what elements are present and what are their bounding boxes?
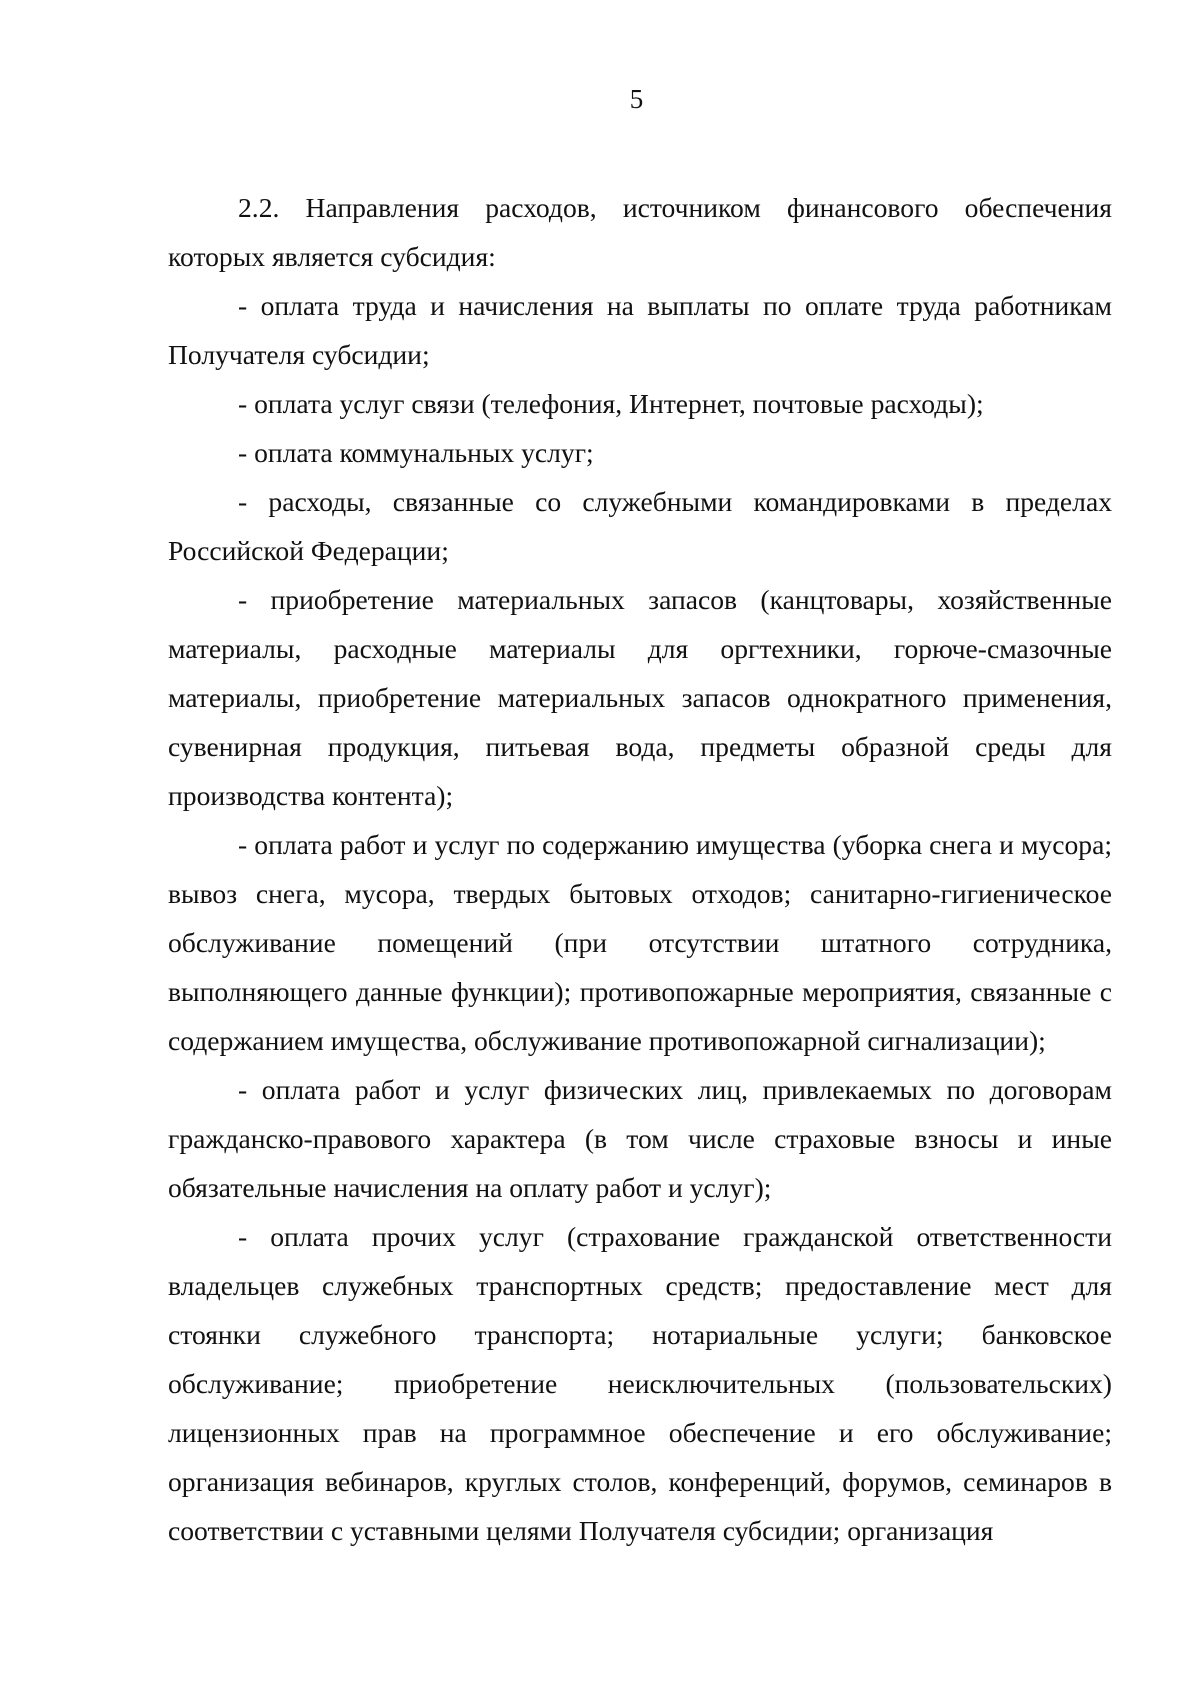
paragraph-list-item: - оплата услуг связи (телефония, Интернет, почтовые расходы);: [238, 388, 984, 419]
paragraph-list-item: - оплата работ и услуг по содержанию имущества (уборка снега и мусора; вывоз снега, мусора, твердых бытовых отходов; санитарно-гигиеническое обслуживание помещений (при отсутствии штатного сотрудника, выполняющего данные функции); противопожарные мероприятия, связанные с содержанием имущества, обслуживание противопожарной сигнализации);: [168, 829, 1112, 1056]
paragraph-list-item: - оплата труда и начисления на выплаты по оплате труда работникам Получателя субсидии;: [168, 290, 1112, 370]
document-body: [168, 183, 1112, 1555]
paragraph-section-heading: 2.2. Направления расходов, источником финансового обеспечения которых является субсидия:: [168, 192, 1112, 272]
paragraph-list-item: - оплата работ и услуг физических лиц, привлекаемых по договорам гражданско-правового характера (в том числе страховые взносы и иные обязательные начисления на оплату работ и услуг);: [168, 1074, 1112, 1203]
page-number: 5: [629, 84, 644, 114]
paragraph-list-item: - приобретение материальных запасов (канцтовары, хозяйственные материалы, расходные материалы для оргтехники, горюче-смазочные материалы, приобретение материальных запасов однократного применения, сувенирная продукция, питьевая вода, предметы образной среды для производства контента);: [168, 584, 1112, 811]
paragraph-list-item: - оплата прочих услуг (страхование гражданской ответственности владельцев служебных транспортных средств; предоставление мест для стоянки служебного транспорта; нотариальные услуги; банковское обслуживание; приобретение неисключительных (пользовательских) лицензионных прав на программное обеспечение и его обслуживание; организация вебинаров, круглых столов, конференций, форумов, семинаров в соответствии с уставными целями Получателя субсидии; организация: [168, 1221, 1112, 1546]
paragraph-list-item: - расходы, связанные со служебными командировками в пределах Российской Федерации;: [168, 486, 1112, 566]
paragraph-list-item: - оплата коммунальных услуг;: [238, 437, 594, 468]
